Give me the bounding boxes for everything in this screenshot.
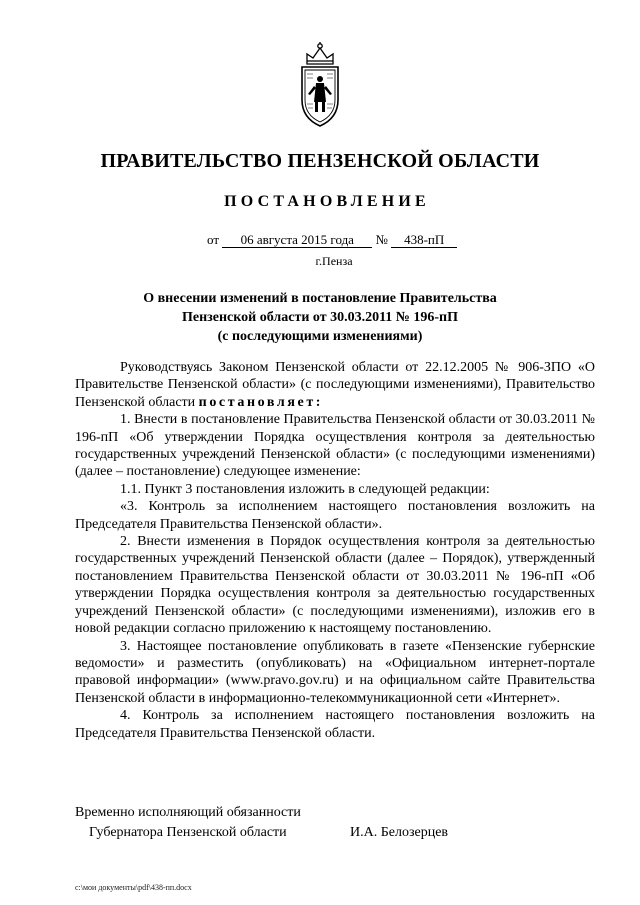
signatory-position-line2: Губернатора Пензенской области: [89, 825, 287, 840]
document-date-number-line: [207, 232, 457, 248]
signature-block: [75, 803, 535, 843]
subject-line: (с последующими изменениями): [217, 329, 423, 344]
subject-line: Пензенской области от 30.03.2011 № 196-пП: [181, 310, 458, 325]
body-paragraph: 1. Внести в постановление Правительства Пензенской области от 30.03.2011 № 196-пП «Об утверждении Порядка осуществления контроля за деятельностью государственных учреждений Пензенской области» (с последующими изменениями) (далее – постановление) следующее изменение:: [75, 412, 595, 480]
file-path: c:\мои документы\pdf\438-пп.docx: [75, 883, 192, 892]
preamble-text: Руководствуясь Законом Пензенской области от 22.12.2005 № 906-ЗПО «О Правительстве Пензенской области» (с последующими изменениями), Правительство Пензенской области: [75, 360, 595, 410]
body-paragraph: «3. Контроль за исполнением настоящего постановления возложить на Председателя Правительства Пензенской области».: [75, 499, 595, 532]
body-paragraph: 4. Контроль за исполнением настоящего постановления возложить на Председателя Правительства Пензенской области.: [75, 708, 595, 741]
document-type: ПОСТАНОВЛЕНИЕ: [224, 193, 430, 210]
body-paragraph: 3. Настоящее постановление опубликовать в газете «Пензенские губернские ведомости» и разместить (опубликовать) на «Официальном интернет-портале правовой информации» (www.pravo.gov.ru) и на официальном сайте Правительства Пензенской области в информационно-телекоммуникационной сети «Интернет».: [75, 638, 595, 706]
signatory-name: И.А. Белозерцев: [350, 825, 449, 840]
body-paragraph: 1.1. Пункт 3 постановления изложить в следующей редакции:: [120, 481, 490, 497]
subject-line: О внесении изменений в постановление Правительства: [143, 291, 497, 306]
organization-title: ПРАВИТЕЛЬСТВО ПЕНЗЕНСКОЙ ОБЛАСТИ: [100, 150, 540, 172]
resolves-word: постановляет:: [198, 394, 324, 410]
body-paragraph: 2. Внести изменения в Порядок осуществления контроля за деятельностью государственных учреждений Пензенской области (далее – Порядок), утвержденный постановлением Правительства Пензенской области от 30.03.2011 № 196-пП «Об утверждении Порядка осуществления контроля за деятельностью государственных учреждений Пензенской области» (с последующими изменениями), изложив его в новой редакции согласно приложению к настоящему постановлению.: [75, 534, 595, 637]
document-date: 06 августа 2015 года: [222, 233, 372, 248]
document-body: [75, 359, 595, 742]
coat-of-arms-emblem-icon: [292, 42, 348, 128]
document-subject: [0, 289, 640, 346]
body-paragraph: [75, 359, 595, 411]
from-label: от: [207, 232, 220, 247]
document-number: 438-пП: [391, 233, 457, 248]
number-label: №: [375, 232, 388, 247]
city: г.Пенза: [315, 254, 353, 268]
signatory-position: Временно исполняющий обязанности: [75, 805, 301, 820]
